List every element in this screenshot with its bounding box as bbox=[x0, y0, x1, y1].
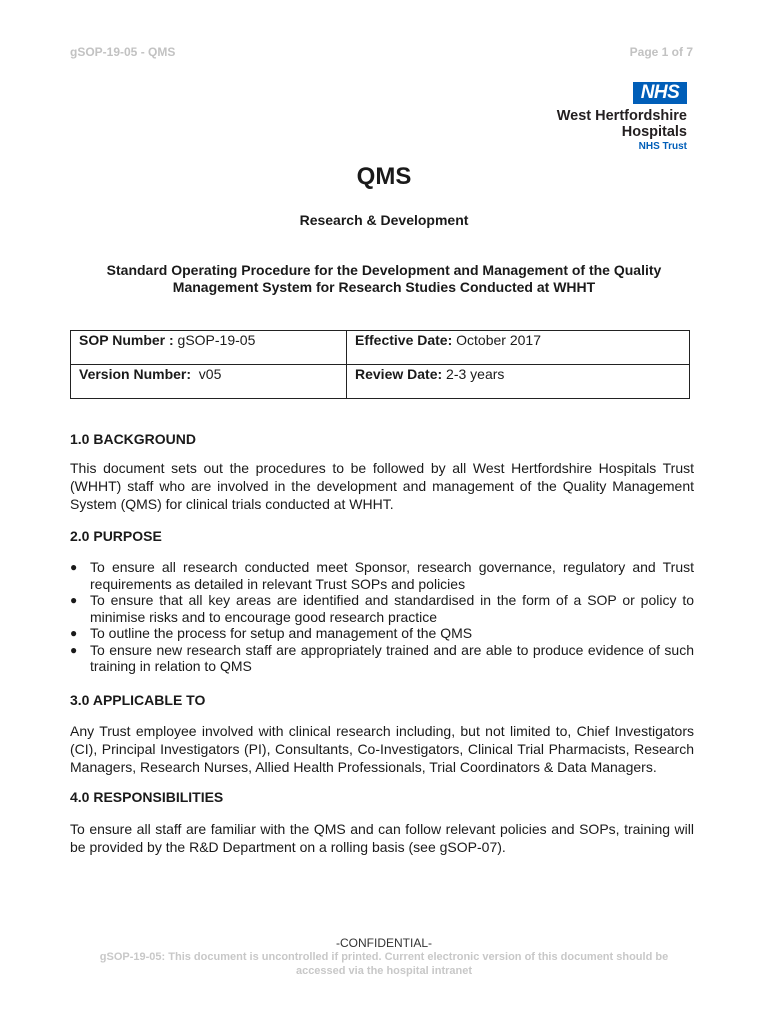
sop-number-label: SOP Number : bbox=[79, 332, 174, 348]
purpose-bullet-text: To ensure that all key areas are identified and standardised in the form of a SOP or policy to minimise risks and to encourage good research practice bbox=[90, 592, 694, 625]
document-title: Standard Operating Procedure for the Development and Management of the Quality Management System for Research Studies Conducted at WHHT bbox=[106, 262, 662, 295]
effective-date-cell bbox=[347, 331, 690, 365]
purpose-bullet-text: To ensure all research conducted meet Sponsor, research governance, regulatory and Trust requirements as detailed in relevant Trust SOPs and policies bbox=[90, 559, 694, 592]
logo-trust-name-line1: West Hertfordshire bbox=[556, 108, 687, 124]
nhs-trust-logo bbox=[546, 80, 691, 152]
bullet-icon: ● bbox=[70, 642, 78, 657]
purpose-bullet-list bbox=[70, 559, 694, 675]
list-item bbox=[70, 642, 694, 675]
bullet-icon: ● bbox=[70, 560, 78, 574]
table-row bbox=[71, 331, 690, 365]
nhs-logo-box: NHS bbox=[633, 82, 687, 104]
page-title: QMS bbox=[356, 163, 412, 190]
header-doc-code: gSOP-19-05 - QMS bbox=[70, 45, 176, 59]
purpose-bullet-text: To outline the process for setup and management of the QMS bbox=[90, 625, 473, 641]
sop-info-table bbox=[70, 330, 690, 399]
section-heading-purpose: 2.0 PURPOSE bbox=[70, 528, 162, 544]
effective-date-label: Effective Date: bbox=[355, 332, 453, 348]
page-subtitle: Research & Development bbox=[299, 212, 469, 228]
version-number-label: Version Number: bbox=[79, 366, 192, 382]
review-date-label: Review Date: bbox=[355, 366, 443, 382]
logo-trust-name-line2: Hospitals bbox=[621, 124, 687, 140]
logo-trust-name-line3: NHS Trust bbox=[638, 141, 687, 152]
bullet-icon: ● bbox=[70, 593, 78, 607]
sop-number-value: gSOP-19-05 bbox=[173, 332, 256, 348]
section-heading-responsibilities: 4.0 RESPONSIBILITIES bbox=[70, 789, 224, 805]
section-heading-applicable: 3.0 APPLICABLE TO bbox=[70, 692, 206, 708]
footer-confidential: -CONFIDENTIAL- bbox=[336, 936, 432, 950]
version-number-value: v05 bbox=[191, 366, 222, 382]
responsibilities-paragraph: To ensure all staff are familiar with the QMS and can follow relevant policies and SOPs, training will be provided by the R&D Department on a rolling basis (see gSOP-07). bbox=[70, 821, 694, 855]
applicable-paragraph: Any Trust employee involved with clinical research including, but not limited to, Chief Investigators (CI), Principal Investigators (PI), Consultants, Co-Investigators, Clinical Trial Pharmacists, Research Managers, Research Nurses, Allied Health Professionals, Trial Coordinators & Data Managers. bbox=[70, 723, 694, 775]
review-date-cell bbox=[347, 365, 690, 399]
effective-date-value: October 2017 bbox=[452, 332, 541, 348]
list-item bbox=[70, 625, 694, 642]
sop-number-cell bbox=[71, 331, 347, 365]
table-row bbox=[71, 365, 690, 399]
header-page-number: Page 1 of 7 bbox=[629, 45, 693, 59]
list-item bbox=[70, 559, 694, 592]
section-heading-background: 1.0 BACKGROUND bbox=[70, 431, 197, 447]
background-paragraph: This document sets out the procedures to be followed by all West Hertfordshire Hospitals Trust (WHHT) staff who are involved in the development and management of the Quality Management System (QMS) for clinical trials conducted at WHHT. bbox=[70, 460, 694, 512]
footer-note: gSOP-19-05: This document is uncontrolled if printed. Current electronic version of this document should be accessed via the hospital intranet bbox=[99, 951, 669, 977]
bullet-icon: ● bbox=[70, 626, 78, 640]
version-number-cell bbox=[71, 365, 347, 399]
purpose-bullet-text: To ensure new research staff are appropriately trained and are able to produce evidence of such training in relation to QMS bbox=[90, 641, 694, 674]
review-date-value: 2-3 years bbox=[442, 366, 505, 382]
list-item bbox=[70, 592, 694, 625]
